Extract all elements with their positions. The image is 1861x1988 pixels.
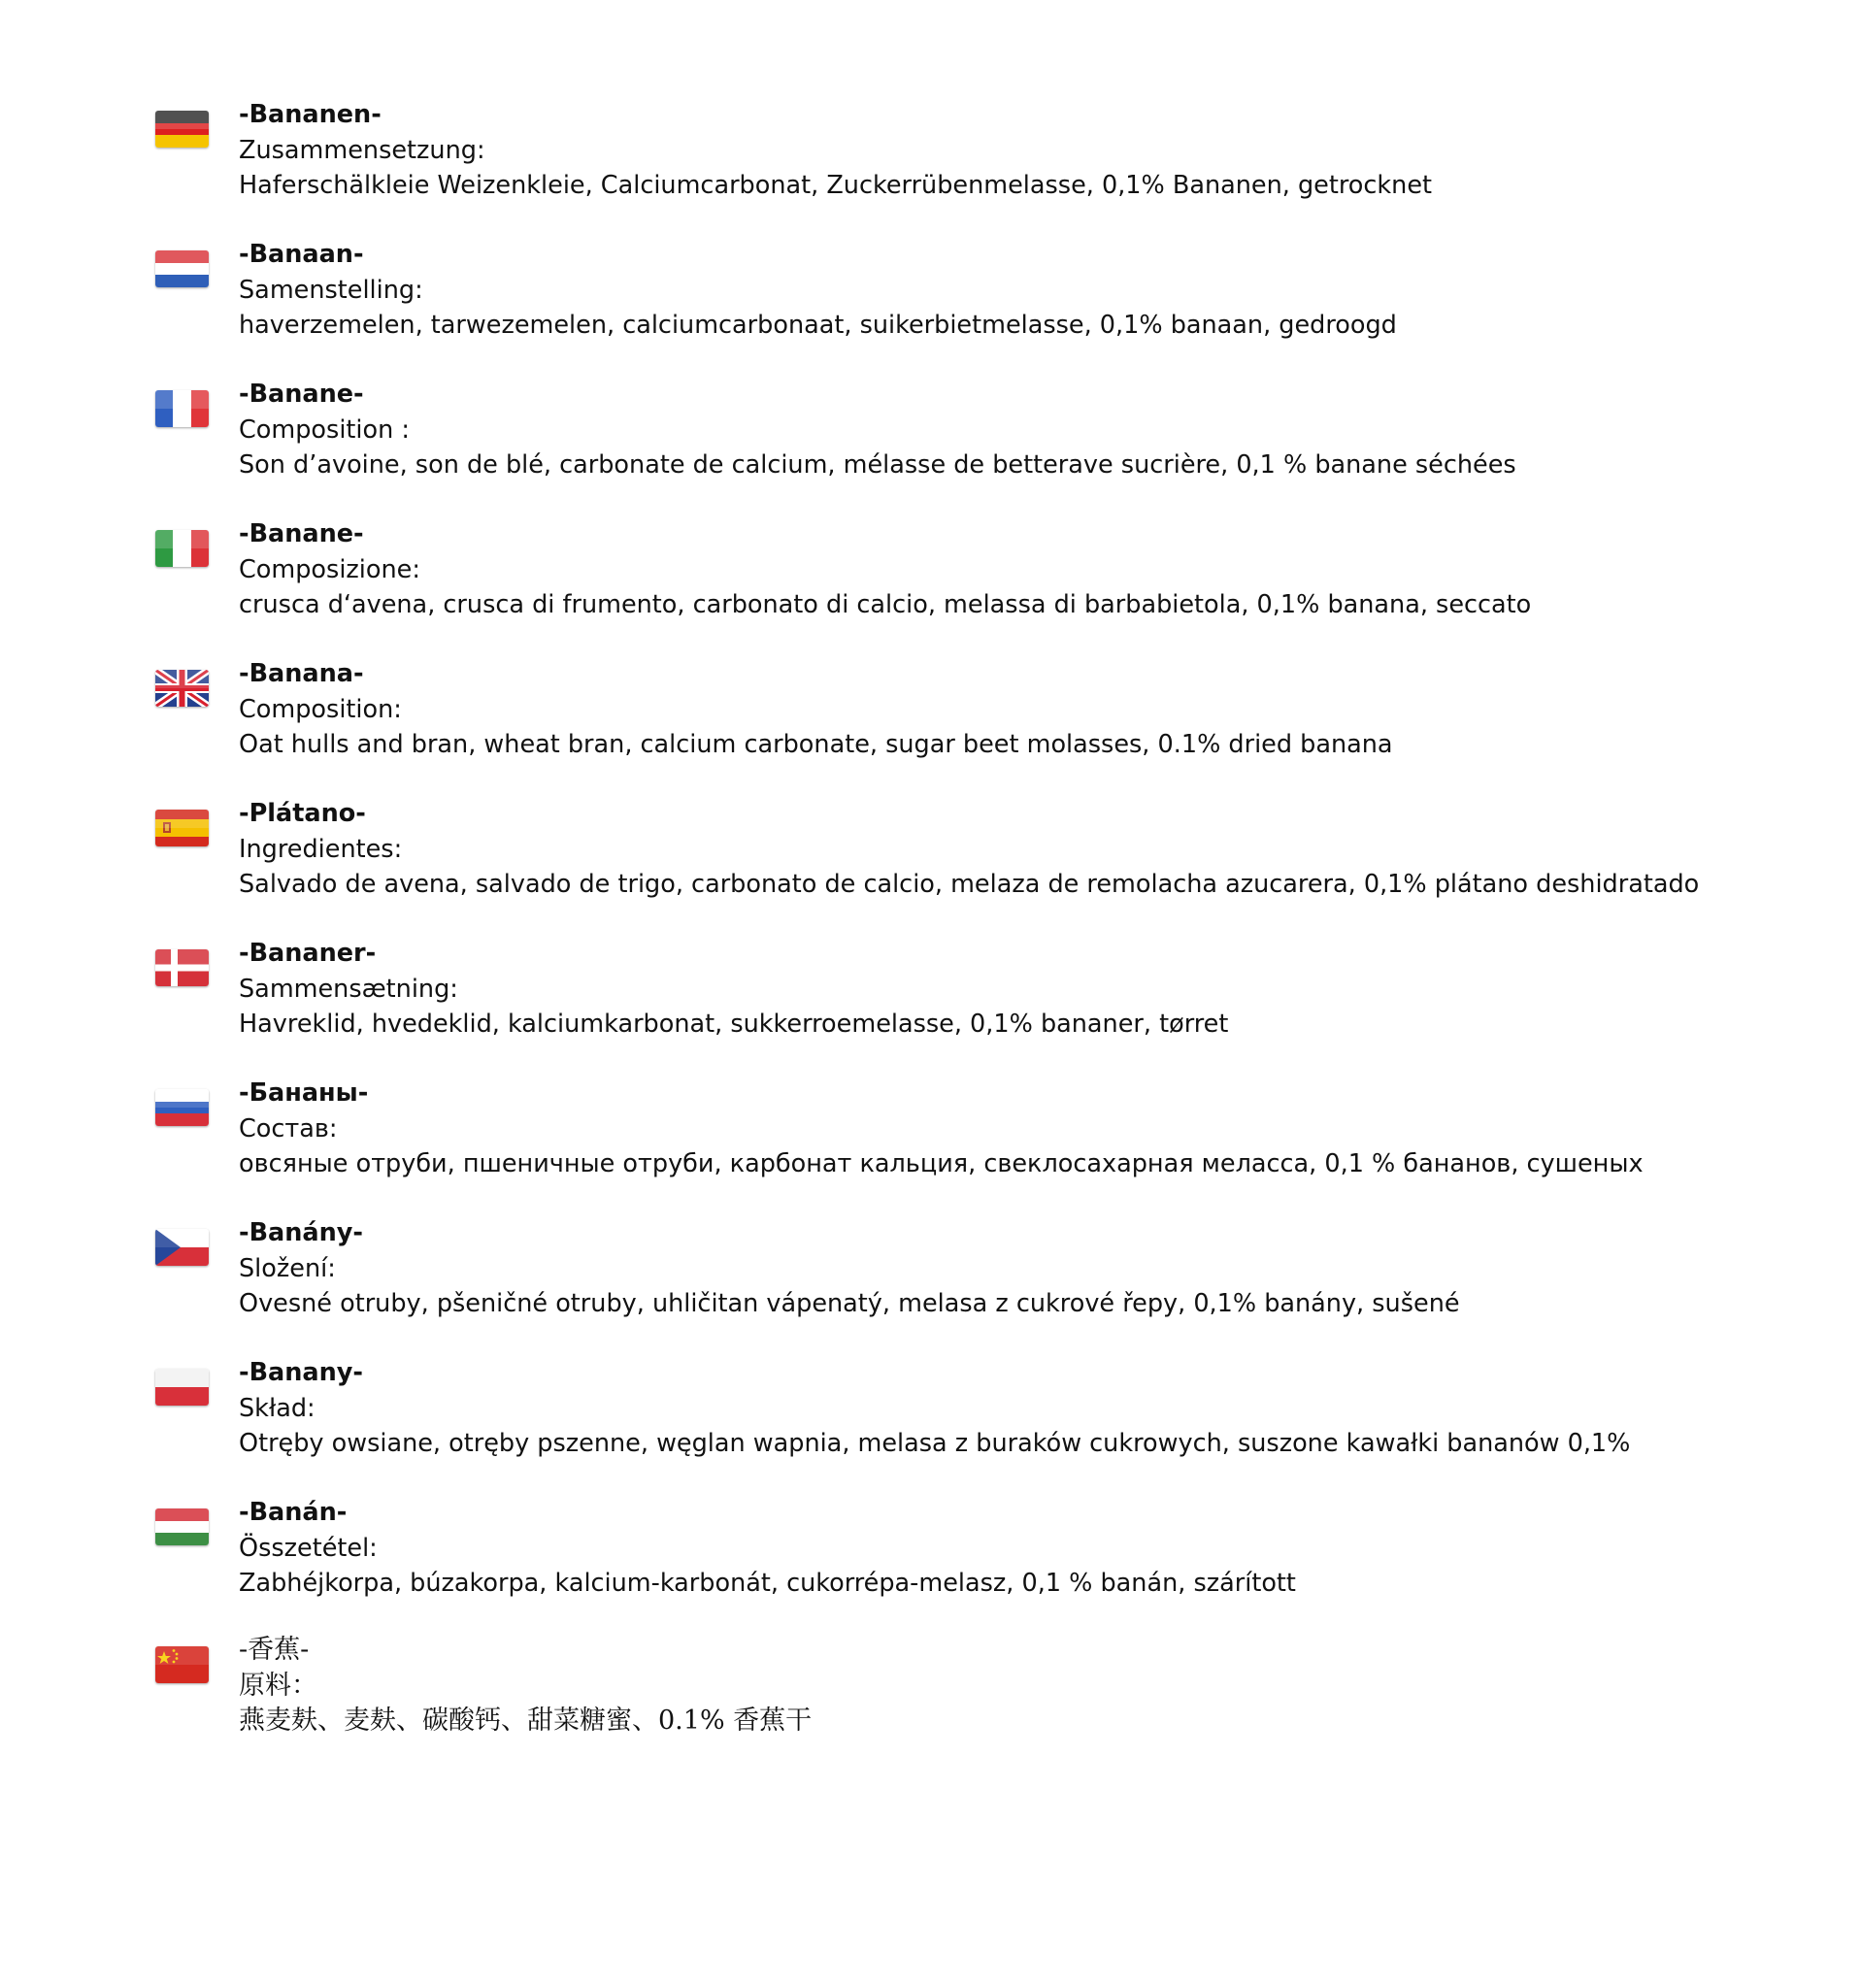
- ingredients-text: haverzemelen, tarwezemelen, calciumcarbonaat, suikerbietmelasse, 0,1% banaan, gedroogd: [239, 311, 1397, 340]
- product-name: -Banane-: [239, 380, 364, 409]
- hungarian-flag-icon: [155, 1508, 209, 1545]
- russian-flag-icon: [155, 1089, 209, 1126]
- composition-label: 原料：: [239, 1670, 317, 1701]
- danish-flag-icon: [155, 949, 209, 986]
- composition-label: Skład:: [239, 1393, 316, 1423]
- entry-text: [239, 656, 1811, 763]
- entry-text: [239, 1076, 1811, 1182]
- entry-ru: [155, 1066, 1825, 1182]
- polish-flag-icon: [155, 1369, 209, 1406]
- composition-label: Sammensætning:: [239, 974, 458, 1004]
- ingredients-text: Son d’avoine, son de blé, carbonate de calcium, mélasse de betterave sucrière, 0,1 % banane séchées: [239, 450, 1516, 480]
- uk-flag-icon: [155, 670, 209, 707]
- product-name: -Banán-: [239, 1498, 348, 1527]
- product-name: -Bananer-: [239, 939, 377, 968]
- product-name: -Banane-: [239, 519, 364, 548]
- ingredients-text: Ovesné otruby, pšeničné otruby, uhličitan vápenatý, melasa z cukrové řepy, 0,1% banány, sušené: [239, 1289, 1460, 1318]
- czech-flag-icon: [155, 1229, 209, 1266]
- ingredients-text: Salvado de avena, salvado de trigo, carbonato de calcio, melaza de remolacha azucarera, 0,1% plátano deshidratado: [239, 870, 1700, 899]
- product-name: -Bananen-: [239, 100, 382, 129]
- ingredients-text: crusca d‘avena, crusca di frumento, carbonato di calcio, melassa di barbabietola, 0,1% banana, seccato: [239, 590, 1532, 619]
- product-name: -Banaan-: [239, 240, 364, 269]
- composition-label: Composition:: [239, 694, 402, 724]
- entry-en: [155, 646, 1825, 763]
- entry-hu: [155, 1485, 1825, 1602]
- entry-text: [239, 1355, 1811, 1462]
- ingredients-text: Oat hulls and bran, wheat bran, calcium carbonate, sugar beet molasses, 0.1% dried banana: [239, 730, 1393, 759]
- entry-nl: [155, 227, 1825, 344]
- ingredients-text: 燕麦麸、麦麸、碳酸钙、甜菜糖蜜、0.1% 香蕉干: [239, 1706, 813, 1736]
- entry-text: [239, 377, 1811, 483]
- product-name: -Бананы-: [239, 1078, 369, 1108]
- product-name: -Banany-: [239, 1358, 363, 1387]
- entry-de: [155, 87, 1825, 204]
- product-name: -Plátano-: [239, 799, 366, 828]
- entry-text: [239, 1495, 1811, 1602]
- ingredients-text: Haferschälkleie Weizenkleie, Calciumcarbonat, Zuckerrübenmelasse, 0,1% Bananen, getrocknet: [239, 171, 1433, 200]
- entry-text: [239, 1215, 1811, 1322]
- composition-label: Zusammensetzung:: [239, 135, 485, 165]
- ingredients-text: овсяные отруби, пшеничные отруби, карбонат кальция, свеклосахарная меласса, 0,1 % бананов, сушеных: [239, 1149, 1644, 1178]
- product-name: -Banana-: [239, 659, 364, 688]
- ingredients-text: Otręby owsiane, otręby pszenne, węglan wapnia, melasa z buraków cukrowych, suszone kawałki bananów 0,1%: [239, 1429, 1631, 1458]
- composition-label: Состав:: [239, 1113, 338, 1143]
- entry-pl: [155, 1345, 1825, 1462]
- entry-text: [239, 1633, 1811, 1740]
- entry-cs: [155, 1206, 1825, 1322]
- entry-text: [239, 237, 1811, 344]
- composition-label: Composition :: [239, 414, 410, 445]
- spanish-flag-icon: [155, 810, 209, 846]
- entry-zh: [155, 1623, 1825, 1740]
- entry-text: [239, 936, 1811, 1043]
- composition-label: Ingredientes:: [239, 834, 403, 864]
- ingredients-text: Havreklid, hvedeklid, kalciumkarbonat, sukkerroemelasse, 0,1% bananer, tørret: [239, 1010, 1229, 1039]
- composition-label: Složení:: [239, 1253, 336, 1283]
- french-flag-icon: [155, 390, 209, 427]
- product-name: -Banány-: [239, 1218, 363, 1247]
- entry-es: [155, 786, 1825, 903]
- entry-text: [239, 516, 1811, 623]
- product-name: -香蕉-: [239, 1635, 310, 1665]
- composition-label: Composizione:: [239, 554, 420, 584]
- composition-label: Samenstelling:: [239, 275, 423, 305]
- dutch-flag-icon: [155, 250, 209, 287]
- entry-text: [239, 796, 1811, 903]
- entry-text: [239, 97, 1811, 204]
- composition-label: Összetétel:: [239, 1533, 378, 1563]
- entry-it: [155, 507, 1825, 623]
- ingredients-text: Zabhéjkorpa, búzakorpa, kalcium-karbonát, cukorrépa-melasz, 0,1 % banán, szárított: [239, 1569, 1296, 1598]
- chinese-flag-icon: [155, 1646, 209, 1683]
- german-flag-icon: [155, 111, 209, 148]
- entry-fr: [155, 367, 1825, 483]
- italian-flag-icon: [155, 530, 209, 567]
- entry-da: [155, 926, 1825, 1043]
